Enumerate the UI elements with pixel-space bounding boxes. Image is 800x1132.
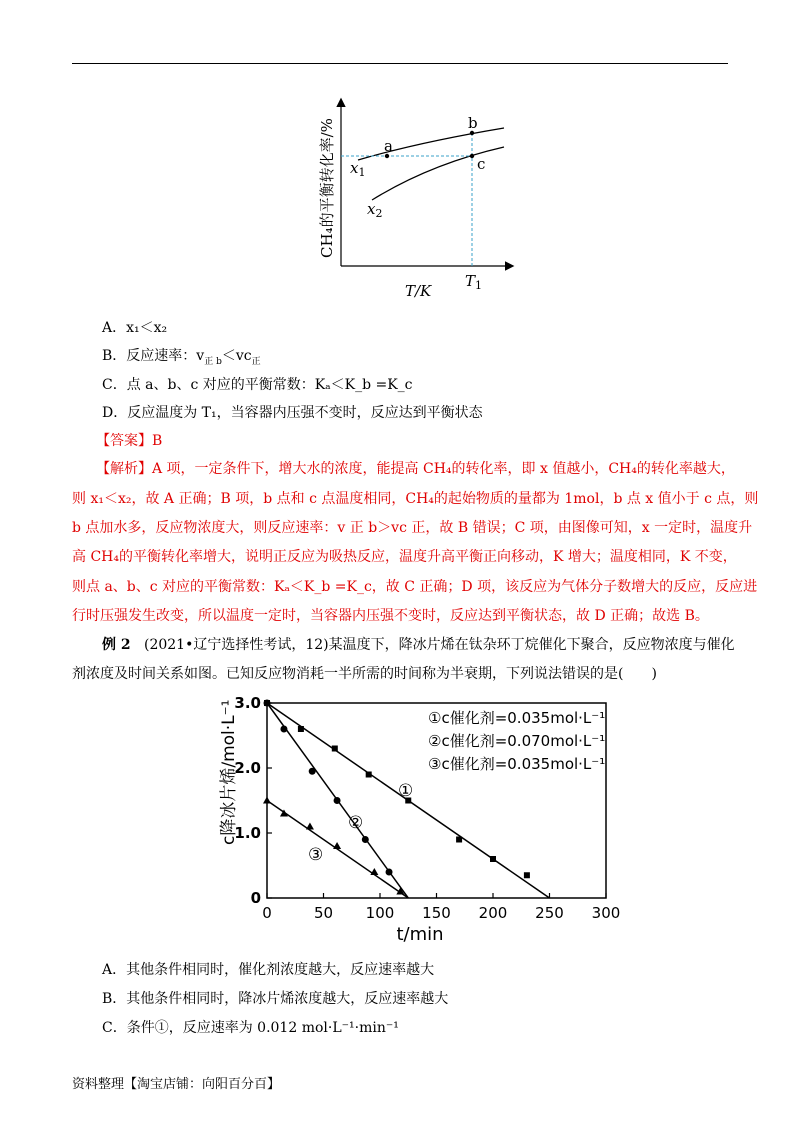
figure-2-concentration-chart bbox=[200, 690, 640, 950]
fig1-label-x1: $x_1$ bbox=[350, 159, 366, 179]
q1-option-d: D．反应温度为 T₁，当容器内压强不变时，反应达到平衡状态 bbox=[102, 405, 483, 421]
q2-option-c: C．条件①，反应速率为 0.012 mol·L⁻¹·min⁻¹ bbox=[102, 1020, 399, 1036]
q1-option-b: B．反应速率：$v_{正 b}<vc_正$ bbox=[102, 348, 261, 367]
x-tick-label: 150 bbox=[422, 904, 451, 922]
fig1-label-b: b bbox=[468, 114, 478, 132]
fig1-point-c bbox=[470, 154, 474, 158]
data-point-square bbox=[490, 856, 496, 862]
data-point-square bbox=[298, 726, 304, 732]
series-label-1: ① bbox=[398, 781, 414, 801]
chart2-xlabel: t/min bbox=[396, 924, 444, 945]
q1-option-a: A．x₁＜x₂ bbox=[102, 320, 168, 336]
data-point-triangle bbox=[306, 823, 314, 830]
data-point-triangle bbox=[370, 868, 378, 875]
fig1-xlabel: T/K bbox=[405, 282, 432, 300]
y-tick-label: 3.0 bbox=[234, 694, 261, 712]
footer-text: 资料整理【淘宝店铺：向阳百分百】 bbox=[72, 1077, 281, 1092]
fig1-label-c: c bbox=[477, 155, 486, 173]
analysis-line: 高 CH₄的平衡转化率增大，说明正反应为吸热反应，温度升高平衡正向移动，K 增大；温度相同，K 不变， bbox=[72, 549, 737, 565]
fig1-label-a: a bbox=[384, 137, 393, 155]
data-point-circle bbox=[280, 726, 287, 733]
analysis-line: 行时压强发生改变，所以温度一定时，当容器内压强不变时，反应达到平衡状态，故 D 正确；故选 B。 bbox=[72, 608, 709, 624]
series-label-3: ③ bbox=[308, 845, 324, 865]
q2-option-a: A．其他条件相同时，催化剂浓度越大，反应速率越大 bbox=[102, 962, 435, 978]
chart2-legend bbox=[428, 709, 605, 773]
analysis-line: b 点加水多，反应物浓度大，则反应速率：v 正 b＞vc 正，故 B 错误；C 项，由图像可知，x 一定时，温度升 bbox=[72, 520, 753, 536]
fig1-t1-label: $T_1$ bbox=[465, 272, 483, 292]
x-tick-label: 0 bbox=[262, 904, 272, 922]
x-tick-label: 50 bbox=[313, 904, 334, 922]
header-rule bbox=[72, 63, 728, 64]
example2-line2: 剂浓度及时间关系如图。已知反应物消耗一半所需的时间称为半衰期，下列说法错误的是( ) bbox=[72, 666, 657, 682]
data-point-triangle bbox=[333, 842, 341, 849]
x-tick-label: 200 bbox=[478, 904, 508, 922]
data-point-triangle bbox=[263, 797, 271, 804]
series-line-3 bbox=[267, 801, 408, 899]
data-point-square bbox=[332, 746, 338, 752]
data-point-square bbox=[524, 872, 530, 878]
x-tick-label: 100 bbox=[365, 904, 395, 922]
x-tick-label: 250 bbox=[535, 904, 564, 922]
q1-option-c: C．点 a、b、c 对应的平衡常数：Kₐ＜K_b =K_c bbox=[102, 377, 413, 393]
data-point-circle bbox=[386, 869, 393, 876]
data-point-square bbox=[366, 772, 372, 778]
legend-entry-2: ②c催化剂=0.070mol·L⁻¹ bbox=[428, 732, 606, 750]
y-tick-label: 1.0 bbox=[234, 824, 261, 842]
data-point-square bbox=[456, 837, 462, 843]
data-point-circle bbox=[362, 836, 369, 843]
data-point-circle bbox=[264, 700, 271, 707]
series-label-2: ② bbox=[348, 813, 364, 833]
legend-entry-3: ③c催化剂=0.035mol·L⁻¹ bbox=[428, 755, 606, 773]
q2-option-b: B．其他条件相同时，降冰片烯浓度越大，反应速率越大 bbox=[102, 991, 449, 1007]
data-point-circle bbox=[334, 797, 341, 804]
analysis-line: 则 x₁＜x₂，故 A 正确；B 项，b 点和 c 点温度相同，CH₄的起始物质的量都为 1mol，b 点 x 值小于 c 点，则 bbox=[72, 491, 759, 507]
answer-label: 【答案】B bbox=[96, 433, 163, 449]
fig1-label-x2: $x_2$ bbox=[367, 200, 383, 220]
x-tick-label: 300 bbox=[591, 904, 621, 922]
data-point-circle bbox=[309, 768, 316, 775]
fig1-ylabel: CH₄的平衡转化率/% bbox=[318, 118, 336, 258]
figure-1-conversion-chart bbox=[300, 90, 530, 305]
chart2-ylabel: c降冰片烯/mol·L⁻¹ bbox=[219, 699, 239, 845]
y-tick-label: 0 bbox=[250, 889, 261, 907]
legend-entry-1: ①c催化剂=0.035mol·L⁻¹ bbox=[428, 709, 606, 727]
example2-line1: 例 2 (2021•辽宁选择性考试，12)某温度下，降冰片烯在钛杂环丁烷催化下聚合，反应物浓度与催化 bbox=[102, 637, 735, 653]
analysis-line: 【解析】A 项，一定条件下，增大水的浓度，能提高 CH₄的转化率，即 x 值越小，CH₄的转化率越大， bbox=[96, 461, 735, 477]
analysis-line: 则点 a、b、c 对应的平衡常数：Kₐ＜K_b =K_c，故 C 正确；D 项，该反应为气体分子数增大的反应，反应进 bbox=[72, 579, 758, 595]
y-tick-label: 2.0 bbox=[234, 759, 261, 777]
